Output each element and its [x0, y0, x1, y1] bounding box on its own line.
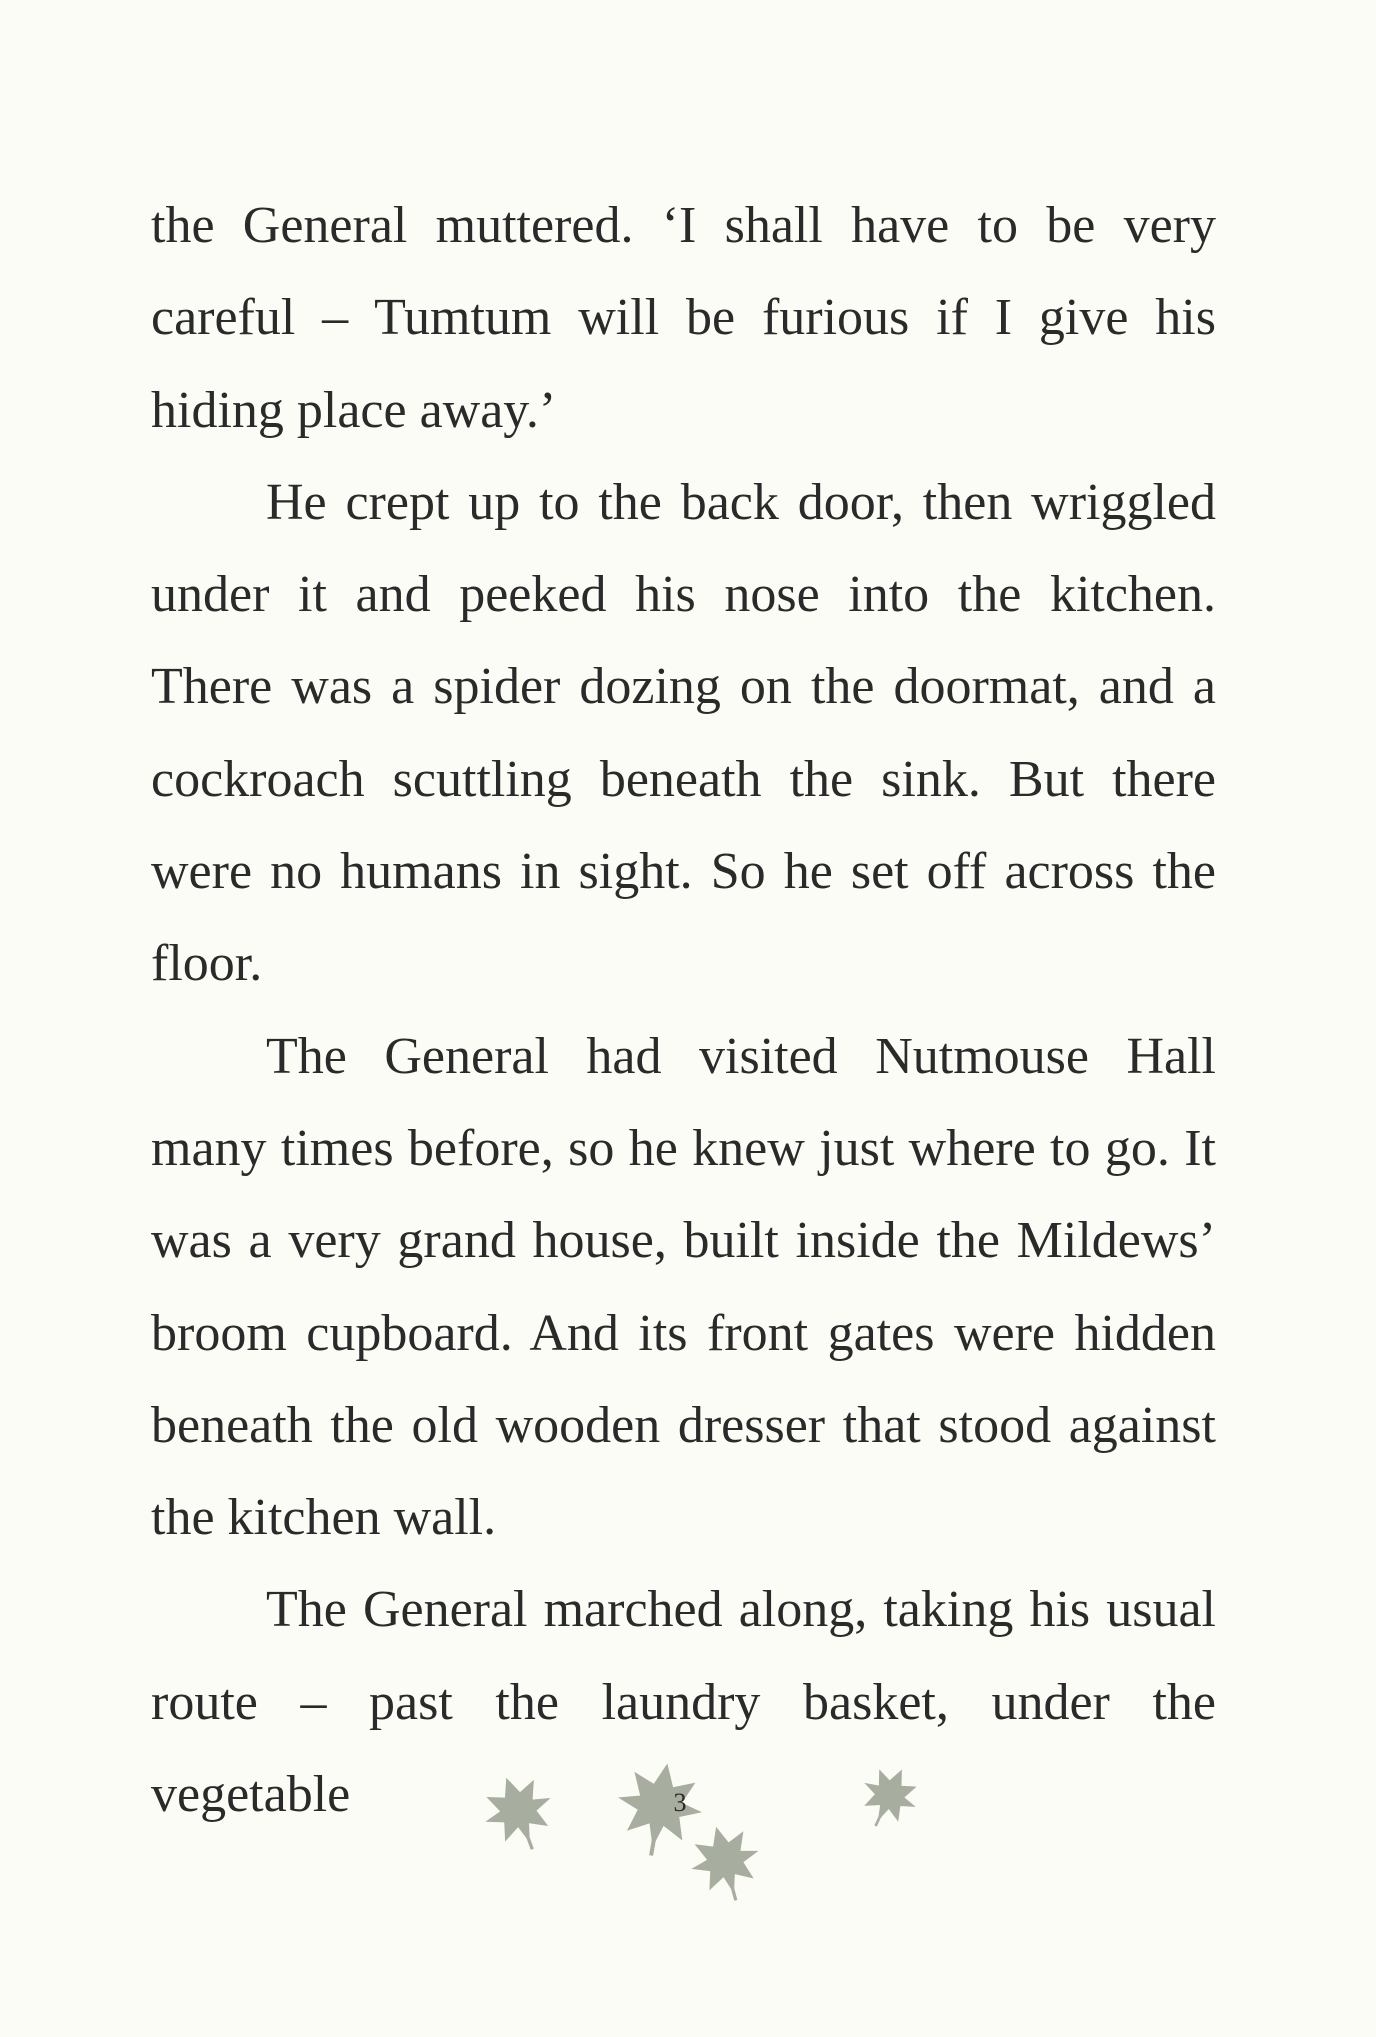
paragraph-3: The General had visited Nutmouse Hall many times before, so he knew just where to go. It was a very grand house, built inside the Mildews’ broom cupboard. And its front gates were hidden beneath the old wooden dresser that stood against the kitchen wall.: [151, 1027, 1216, 1547]
leaf-icon-1: [476, 1768, 564, 1861]
leaf-icon-4: [851, 1759, 926, 1837]
page-number: 3: [673, 1788, 687, 1817]
paragraph-2: He crept up to the back door, then wriggled under it and peeked his nose into the kitchen. There was a spider dozing on the doormat, and a cockroach scuttling beneath the sink. But there were no humans in sight. So he set off across the floor.: [151, 473, 1216, 993]
leaf-ornament-icon: [470, 1750, 950, 1910]
body-text: [151, 180, 1216, 1841]
paragraph-4: The General marched along, taking his usual route – past the laundry basket, under the vegetable: [151, 1581, 1216, 1824]
paragraph-1: the General muttered. ‘I shall have to be very careful – Tumtum will be furious if I give his hiding place away.’: [151, 197, 1216, 439]
leaf-icon-3: [685, 1820, 768, 1909]
